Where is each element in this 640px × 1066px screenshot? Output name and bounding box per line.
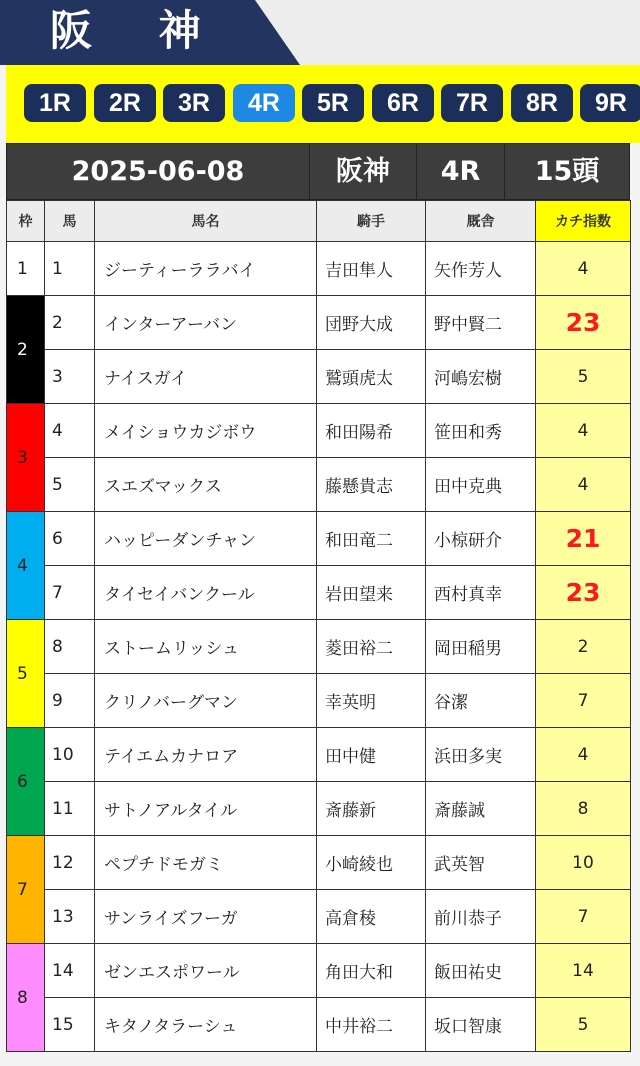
horse-name: ストームリッシュ — [95, 620, 317, 674]
kachi-score: 7 — [536, 890, 631, 944]
jockey-name: 菱田裕二 — [317, 620, 426, 674]
trainer-name: 矢作芳人 — [426, 242, 536, 296]
kachi-score: 8 — [536, 782, 631, 836]
jockey-name: 中井裕二 — [317, 998, 426, 1052]
trainer-name: 坂口智康 — [426, 998, 536, 1052]
horse-number: 1 — [45, 242, 95, 296]
jockey-name: 角田大和 — [317, 944, 426, 998]
trainer-name: 野中賢二 — [426, 296, 536, 350]
frame-cell: 5 — [7, 620, 45, 728]
frame-cell: 2 — [7, 296, 45, 404]
trainer-name: 田中克典 — [426, 458, 536, 512]
venue-banner — [0, 0, 640, 65]
trainer-name: 前川恭子 — [426, 890, 536, 944]
race-tab-4r[interactable]: 4R — [233, 84, 295, 122]
frame-cell: 8 — [7, 944, 45, 1052]
table-row — [7, 404, 631, 458]
horse-number: 13 — [45, 890, 95, 944]
horse-number: 4 — [45, 404, 95, 458]
horse-name: タイセイバンクール — [95, 566, 317, 620]
table-row — [7, 350, 631, 404]
jockey-name: 鷲頭虎太 — [317, 350, 426, 404]
kachi-score: 4 — [536, 458, 631, 512]
header-horse: 馬名 — [95, 201, 317, 242]
kachi-score: 4 — [536, 404, 631, 458]
race-tab-5r[interactable]: 5R — [302, 84, 364, 122]
jockey-name: 小崎綾也 — [317, 836, 426, 890]
frame-cell: 6 — [7, 728, 45, 836]
table-row — [7, 242, 631, 296]
kachi-score: 7 — [536, 674, 631, 728]
jockey-name: 高倉稜 — [317, 890, 426, 944]
jockey-name: 吉田隼人 — [317, 242, 426, 296]
kachi-score: 23 — [536, 296, 631, 350]
horse-name: サンライズフーガ — [95, 890, 317, 944]
jockey-name: 和田陽希 — [317, 404, 426, 458]
horse-name: インターアーバン — [95, 296, 317, 350]
trainer-name: 飯田祐史 — [426, 944, 536, 998]
table-row — [7, 728, 631, 782]
header-score: カチ指数 — [536, 201, 631, 242]
trainer-name: 笹田和秀 — [426, 404, 536, 458]
horse-number: 6 — [45, 512, 95, 566]
table-row — [7, 836, 631, 890]
runner-count: 15頭 — [504, 143, 630, 200]
kachi-score: 4 — [536, 242, 631, 296]
horse-name: ナイスガイ — [95, 350, 317, 404]
trainer-name: 西村真幸 — [426, 566, 536, 620]
horse-name: クリノバーグマン — [95, 674, 317, 728]
header-trainer: 厩舎 — [426, 201, 536, 242]
race-tab-9r[interactable]: 9R — [580, 84, 640, 122]
venue-title: 阪 神 — [50, 6, 227, 55]
horse-name: ペプチドモガミ — [95, 836, 317, 890]
jockey-name: 田中健 — [317, 728, 426, 782]
header-jockey: 騎手 — [317, 201, 426, 242]
trainer-name: 谷潔 — [426, 674, 536, 728]
table-row — [7, 620, 631, 674]
jockey-name: 幸英明 — [317, 674, 426, 728]
header-number: 馬 — [45, 201, 95, 242]
race-venue: 阪神 — [309, 143, 417, 200]
frame-cell: 7 — [7, 836, 45, 944]
kachi-score: 14 — [536, 944, 631, 998]
jockey-name: 岩田望来 — [317, 566, 426, 620]
trainer-name: 小椋研介 — [426, 512, 536, 566]
race-tab-8r[interactable]: 8R — [511, 84, 573, 122]
horse-number: 3 — [45, 350, 95, 404]
horse-number: 7 — [45, 566, 95, 620]
trainer-name: 武英智 — [426, 836, 536, 890]
kachi-score: 5 — [536, 350, 631, 404]
table-row — [7, 944, 631, 998]
jockey-name: 斎藤新 — [317, 782, 426, 836]
table-row — [7, 458, 631, 512]
kachi-score: 4 — [536, 728, 631, 782]
race-tab-6r[interactable]: 6R — [372, 84, 434, 122]
trainer-name: 浜田多実 — [426, 728, 536, 782]
horse-name: ハッピーダンチャン — [95, 512, 317, 566]
header-frame: 枠 — [7, 201, 45, 242]
jockey-name: 藤懸貴志 — [317, 458, 426, 512]
race-number: 4R — [416, 143, 505, 200]
kachi-score: 21 — [536, 512, 631, 566]
race-tab-1r[interactable]: 1R — [24, 84, 86, 122]
horse-name: ジーティーララバイ — [95, 242, 317, 296]
table-row — [7, 674, 631, 728]
horse-name: スエズマックス — [95, 458, 317, 512]
table-row — [7, 512, 631, 566]
table-row — [7, 782, 631, 836]
frame-cell: 3 — [7, 404, 45, 512]
frame-cell: 1 — [7, 242, 45, 296]
race-date: 2025-06-08 — [6, 143, 310, 200]
horse-number: 10 — [45, 728, 95, 782]
horse-number: 5 — [45, 458, 95, 512]
table-row — [7, 998, 631, 1052]
jockey-name: 和田竜二 — [317, 512, 426, 566]
race-tab-2r[interactable]: 2R — [94, 84, 156, 122]
horse-name: サトノアルタイル — [95, 782, 317, 836]
horse-name: テイエムカナロア — [95, 728, 317, 782]
trainer-name: 岡田稲男 — [426, 620, 536, 674]
horse-number: 14 — [45, 944, 95, 998]
table-row — [7, 296, 631, 350]
kachi-score: 23 — [536, 566, 631, 620]
entries-table — [6, 200, 631, 1052]
kachi-score: 5 — [536, 998, 631, 1052]
race-info-bar — [6, 143, 630, 200]
kachi-score: 10 — [536, 836, 631, 890]
trainer-name: 斎藤誠 — [426, 782, 536, 836]
horse-name: ゼンエスポワール — [95, 944, 317, 998]
race-tab-3r[interactable]: 3R — [163, 84, 225, 122]
horse-number: 11 — [45, 782, 95, 836]
horse-number: 9 — [45, 674, 95, 728]
jockey-name: 団野大成 — [317, 296, 426, 350]
table-header-row — [7, 201, 631, 242]
horse-number: 2 — [45, 296, 95, 350]
horse-number: 12 — [45, 836, 95, 890]
trainer-name: 河嶋宏樹 — [426, 350, 536, 404]
horse-number: 15 — [45, 998, 95, 1052]
kachi-score: 2 — [536, 620, 631, 674]
race-tab-bar — [6, 65, 640, 143]
horse-number: 8 — [45, 620, 95, 674]
horse-name: メイショウカジボウ — [95, 404, 317, 458]
table-row — [7, 566, 631, 620]
frame-cell: 4 — [7, 512, 45, 620]
horse-name: キタノタラーシュ — [95, 998, 317, 1052]
race-tab-7r[interactable]: 7R — [441, 84, 503, 122]
table-row — [7, 890, 631, 944]
